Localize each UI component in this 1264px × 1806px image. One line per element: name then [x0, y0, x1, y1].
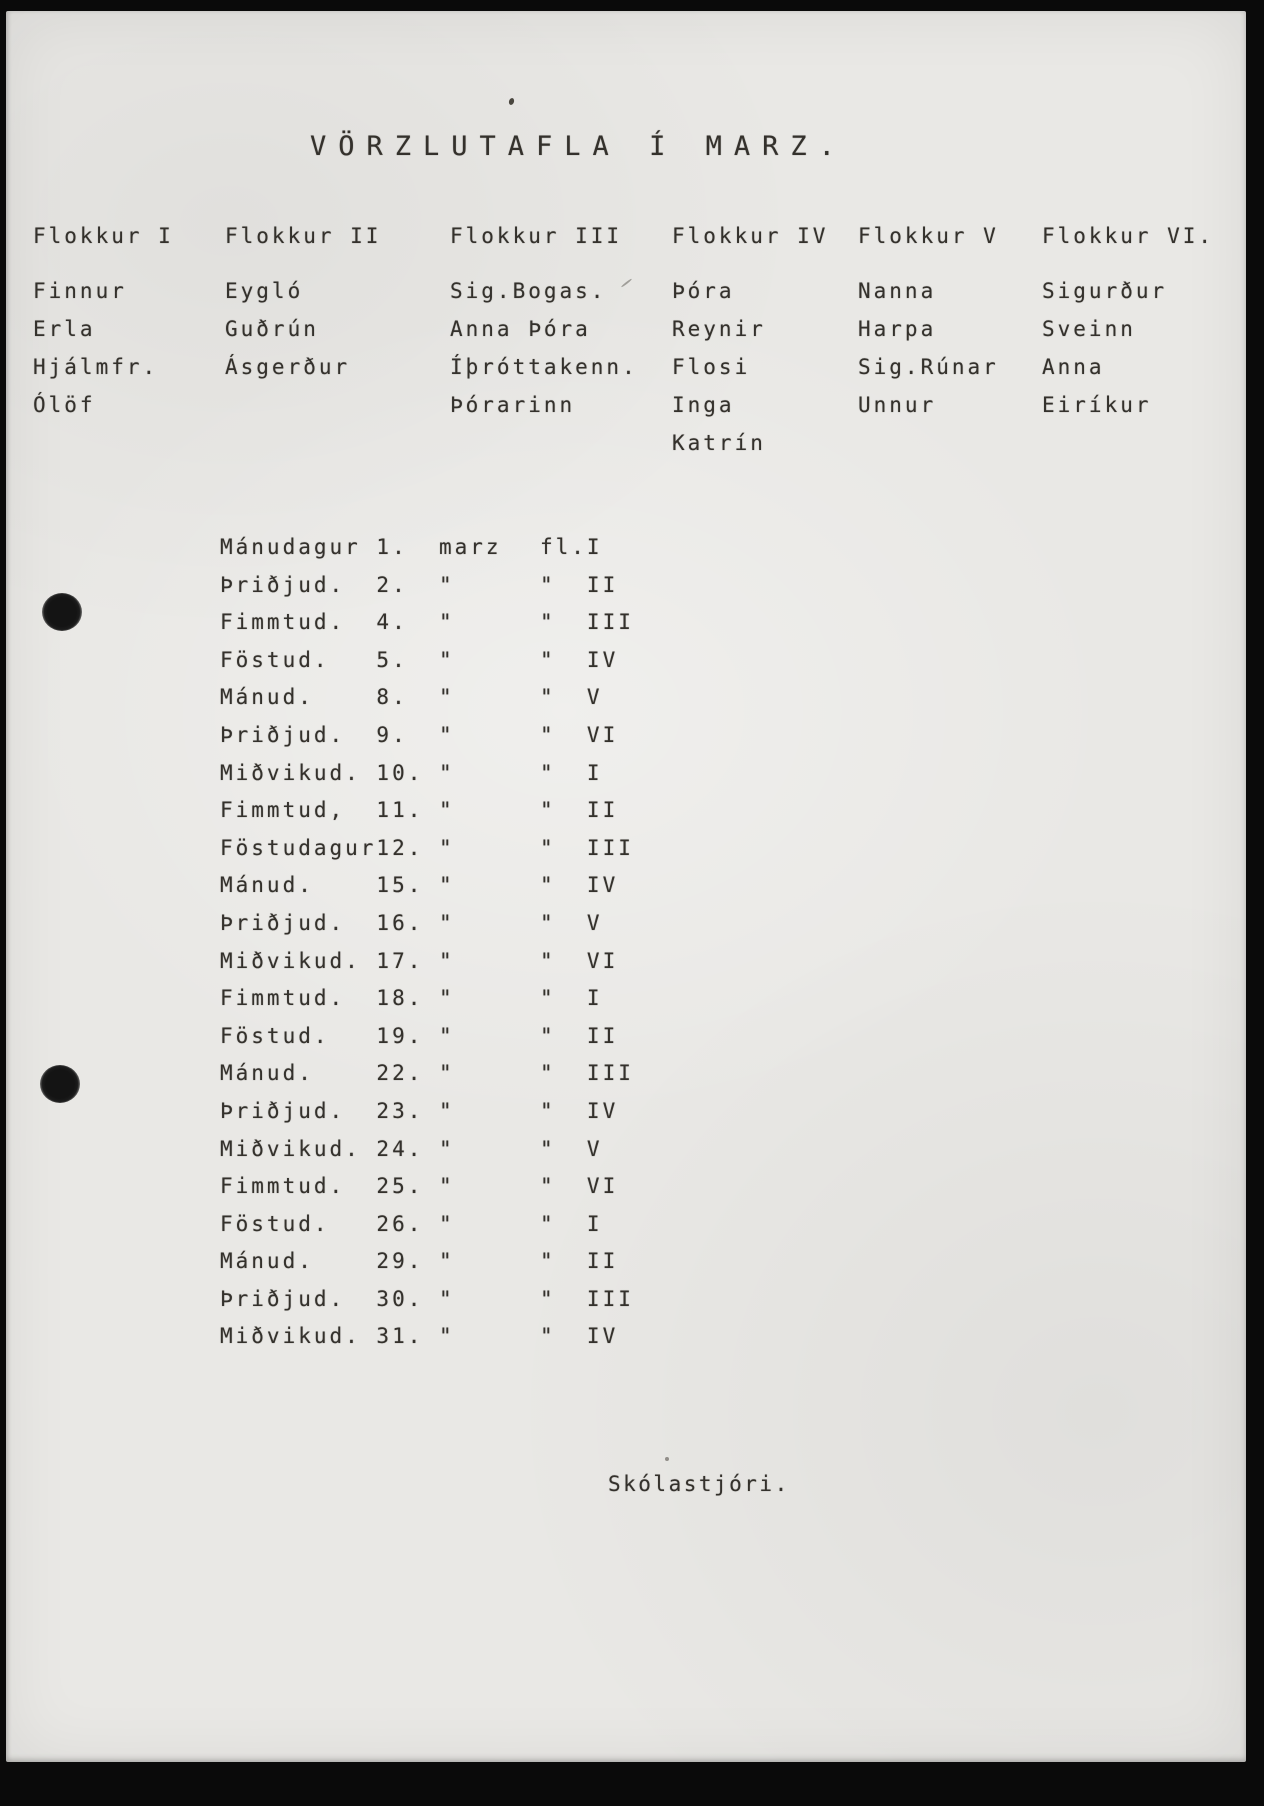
group-label: Flokkur I: [33, 224, 174, 248]
group-member-list: [672, 272, 828, 462]
group-member-list: [1042, 272, 1214, 424]
scan-speck: [508, 97, 515, 105]
signature-line: Skólastjóri.: [608, 1472, 790, 1496]
schedule-line: Mánud. 15. ": [220, 873, 455, 898]
schedule-line: Fimmtud. 25. ": [220, 1174, 455, 1199]
schedule-line: Mánud. 22. ": [220, 1061, 455, 1086]
group-member: Þóra: [672, 279, 735, 303]
group-member: Guðrún: [225, 317, 319, 341]
schedule-class: " I: [540, 1211, 603, 1236]
schedule-class: " IV: [540, 1098, 619, 1123]
punch-hole-bottom: [40, 1065, 80, 1103]
group-column-4: [672, 224, 828, 462]
schedule-class: " I: [540, 986, 603, 1011]
schedule-line: Þriðjud. 2. ": [220, 572, 455, 597]
schedule-day-column: [220, 529, 502, 1356]
schedule-class: " II: [540, 572, 619, 597]
group-label: Flokkur III: [450, 224, 623, 248]
group-member: Harpa: [858, 317, 937, 341]
schedule-line: Miðvikud. 31. ": [220, 1324, 455, 1349]
schedule-class: " V: [540, 910, 603, 935]
group-member-list: [33, 272, 174, 424]
group-member: Reynir: [672, 317, 766, 341]
schedule-class: " II: [540, 1023, 619, 1048]
group-label: Flokkur V: [858, 224, 999, 248]
document-page: [6, 11, 1246, 1762]
schedule-line: Þriðjud. 23. ": [220, 1098, 455, 1123]
schedule-class: " IV: [540, 873, 619, 898]
group-member: Hjálmfr.: [33, 355, 159, 379]
group-column-3: [450, 224, 638, 424]
schedule-line: Föstud. 26. ": [220, 1211, 455, 1236]
schedule-class: " III: [540, 835, 634, 860]
group-column-6: [1042, 224, 1214, 424]
schedule-class: " I: [540, 760, 603, 785]
group-member-list: [450, 272, 638, 424]
schedule-class: " VI: [540, 722, 619, 747]
schedule-class: fl.I: [540, 535, 603, 559]
group-member: Ólöf: [33, 393, 96, 417]
group-member-list: [858, 272, 999, 424]
schedule-class: " II: [540, 798, 619, 823]
schedule-class: " V: [540, 685, 603, 710]
schedule-class: " III: [540, 1286, 634, 1311]
group-member: Sigurður: [1042, 279, 1168, 303]
schedule-class: " III: [540, 1061, 634, 1086]
group-column-2: [225, 224, 381, 386]
group-member: Ásgerður: [225, 355, 351, 379]
schedule-line: Þriðjud. 16. ": [220, 910, 455, 935]
schedule-line: Fimmtud. 4. ": [220, 610, 455, 635]
schedule-line: Föstudagur12. ": [220, 835, 455, 860]
schedule-class: " V: [540, 1136, 603, 1161]
group-column-1: [33, 224, 174, 424]
group-member: Anna: [1042, 355, 1105, 379]
group-member: Eiríkur: [1042, 393, 1152, 417]
schedule-line: Föstud. 5. ": [220, 647, 455, 672]
group-member: Anna Þóra: [450, 317, 591, 341]
schedule-class: " VI: [540, 1174, 619, 1199]
group-member: Nanna: [858, 279, 937, 303]
group-column-5: [858, 224, 999, 424]
group-member-list: [225, 272, 381, 386]
schedule-class: " IV: [540, 1324, 619, 1349]
schedule-line: Mánudagur 1. marz: [220, 535, 502, 559]
schedule-class: " III: [540, 610, 634, 635]
schedule-line: Fimmtud, 11. ": [220, 798, 455, 823]
schedule-class: " II: [540, 1249, 619, 1274]
schedule-line: Miðvikud. 10. ": [220, 760, 455, 785]
group-member: Unnur: [858, 393, 937, 417]
group-member: Sig.Rúnar: [858, 355, 999, 379]
schedule-line: Þriðjud. 9. ": [220, 722, 455, 747]
group-member: Eygló: [225, 279, 304, 303]
schedule-line: Fimmtud. 18. ": [220, 986, 455, 1011]
schedule-class-column: [540, 529, 634, 1356]
group-label: Flokkur VI.: [1042, 224, 1215, 248]
scan-speck: [665, 1457, 669, 1461]
schedule-class: " IV: [540, 647, 619, 672]
schedule-class: " VI: [540, 948, 619, 973]
group-member: Inga: [672, 393, 735, 417]
schedule-line: Miðvikud. 17. ": [220, 948, 455, 973]
group-member: Flosi: [672, 355, 751, 379]
punch-hole-top: [42, 593, 82, 631]
group-member: Sveinn: [1042, 317, 1136, 341]
group-label: Flokkur II: [225, 224, 382, 248]
group-member: Sig.Bogas.: [450, 279, 607, 303]
schedule-line: Mánud. 8. ": [220, 685, 455, 710]
schedule-line: Föstud. 19. ": [220, 1023, 455, 1048]
schedule-line: Miðvikud. 24. ": [220, 1136, 455, 1161]
group-member: Íþróttakenn.: [450, 355, 638, 379]
schedule-line: Þriðjud. 30. ": [220, 1286, 455, 1311]
group-member: Finnur: [33, 279, 127, 303]
schedule-line: Mánud. 29. ": [220, 1249, 455, 1274]
group-label: Flokkur IV: [672, 224, 829, 248]
group-member: Þórarinn: [450, 393, 576, 417]
page-title: VÖRZLUTAFLA Í MARZ.: [310, 131, 847, 162]
group-member: Katrín: [672, 431, 766, 455]
group-member: Erla: [33, 317, 96, 341]
